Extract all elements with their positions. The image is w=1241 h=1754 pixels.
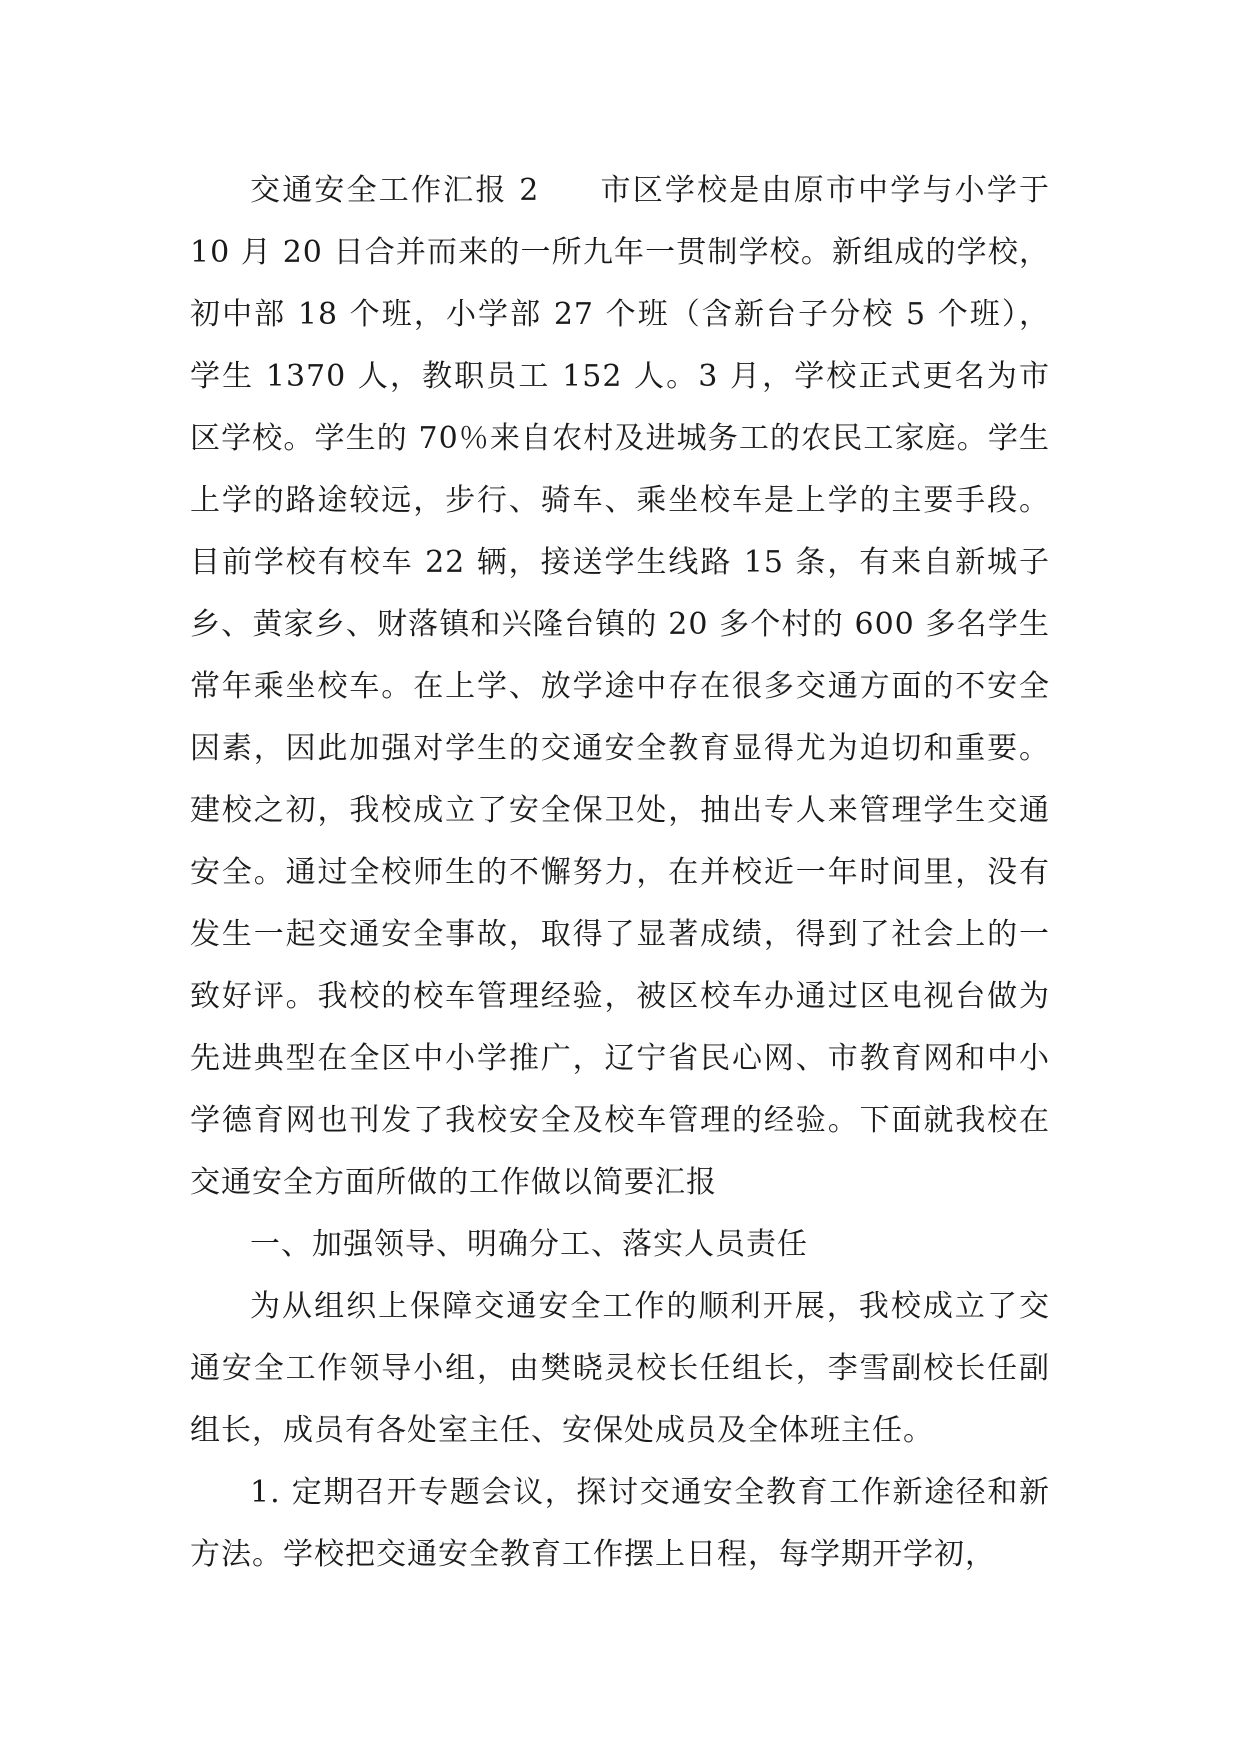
- list-item: 1. 定期召开专题会议，探讨交通安全教育工作新途径和新方法。学校把交通安全教育工作摆上日程，每学期开学初，: [190, 1475, 1050, 1572]
- section-heading: 一、加强领导、明确分工、落实人员责任: [250, 1227, 808, 1262]
- intro-text: 市区学校是由原市中学与小学于 10 月 20 日合并而来的一所九年一贯制学校。新组成的学校，初中部 18 个班，小学部 27 个班（含新台子分校 5 个班），学生 1370 人，教职员工 152 人。3 月，学校正式更名为市区学校。学生的 70％来自农村及进城务工的农民工家庭。学生上学的路途较远，步行、骑车、乘坐校车是上学的主要手段。目前学校有校车 22 辆，接送学生线路 15 条，有来自新城子乡、黄家乡、财落镇和兴隆台镇的 20 多个村的 600 多名学生常年乘坐校车。在上学、放学途中存在很多交通方面的不安全因素，因此加强对学生的交通安全教育显得尤为迫切和重要。建校之初，我校成立了安全保卫处，抽出专人来管理学生交通安全。通过全校师生的不懈努力，在并校近一年时间里，没有发生一起交通安全事故，取得了显著成绩，得到了社会上的一致好评。我校的校车管理经验，被区校车办通过区电视台做为先进典型在全区中小学推广，辽宁省民心网、市教育网和中小学德育网也刊发了我校安全及校车管理的经验。下面就我校在交通安全方面所做的工作做以简要汇报: [190, 173, 1051, 1200]
- section-body: 为从组织上保障交通安全工作的顺利开展，我校成立了交通安全工作领导小组，由樊晓灵校长任组长，李雪副校长任副组长，成员有各处室主任、安保处成员及全体班主任。: [190, 1289, 1050, 1448]
- intro-paragraph: [190, 160, 1050, 1214]
- document-body: [190, 160, 1050, 1586]
- document-title: 交通安全工作汇报 2: [250, 173, 540, 208]
